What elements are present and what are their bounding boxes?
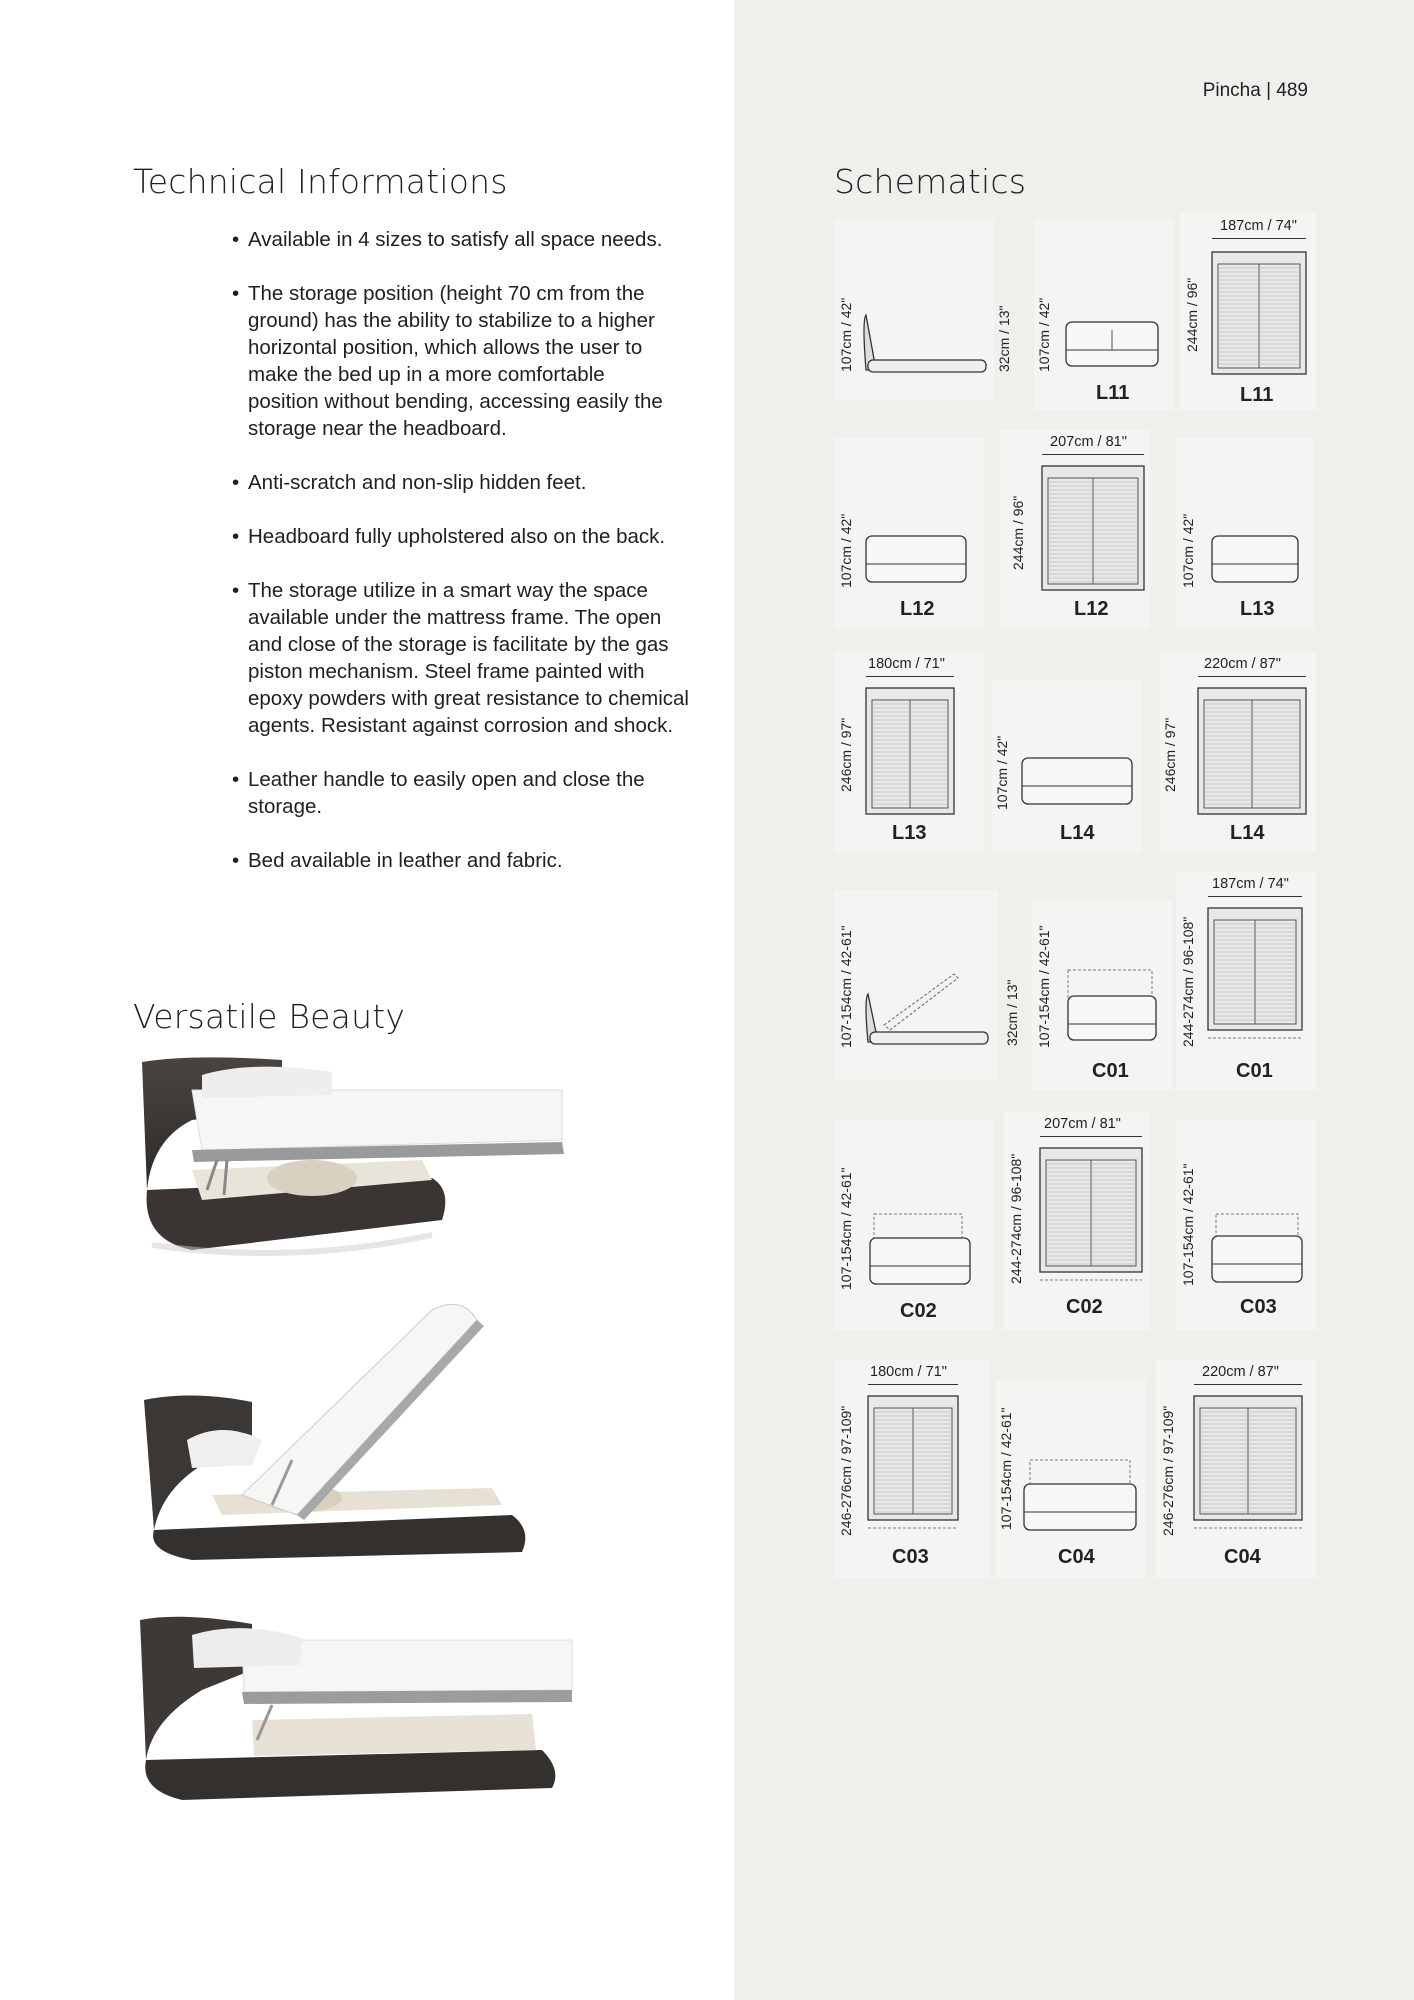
page-number: Pincha | 489 [1202,80,1308,101]
dimension-label: 220cm / 87" [1202,1364,1279,1380]
bullet-item: • Anti-scratch and non-slip hidden feet. [232,469,702,496]
schematics-heading: Schematics [834,162,1027,201]
dimension-label: 32cm / 13" [996,305,1012,372]
versatile-beauty-heading: Versatile Beauty [133,997,406,1036]
schematic-cell-l11-side [834,220,994,400]
schematic-cell-c01-top [1176,872,1316,1090]
schematic-cell-c03-top [834,1360,990,1578]
bed-side-view-drawing-open [834,890,998,1080]
schematic-cell-c03-front [1176,1120,1316,1330]
schematic-cell-l12-front [834,438,984,628]
dimension-label: 207cm / 81" [1050,434,1127,450]
schematic-cell-c02-front [834,1120,994,1330]
dimension-label: 246cm / 97" [838,717,854,792]
dimension-label: 107cm / 42" [1036,297,1052,372]
schematic-cell-c01-side [834,890,998,1080]
model-code: L11 [1096,382,1130,404]
bed-top-view-drawing [1180,212,1316,410]
bed-storage-photo-3 [132,1610,582,1810]
model-code: L14 [1060,822,1095,844]
bed-storage-photo-2 [132,1290,582,1565]
model-code: C04 [1058,1546,1095,1568]
dimension-label: 187cm / 74" [1212,876,1289,892]
dimension-label: 107cm / 42" [838,513,854,588]
model-code: L13 [1240,598,1275,620]
bed-front-view-drawing [834,1120,994,1330]
dimension-label: 107cm / 42" [1180,513,1196,588]
schematic-cell-c01-front [1032,900,1172,1090]
dimension-label: 246cm / 97" [1162,717,1178,792]
dimension-label: 107cm / 42" [994,735,1010,810]
model-code: L14 [1230,822,1265,844]
dimension-label: 32cm / 13" [1004,979,1020,1046]
model-code: C03 [892,1546,929,1568]
model-code: C04 [1224,1546,1261,1568]
model-code: L11 [1240,384,1274,406]
dimension-label: 180cm / 71" [868,656,945,672]
schematic-cell-l14-front [992,680,1142,852]
dimension-label: 107-154cm / 42-61" [998,1407,1014,1530]
dimension-label: 107-154cm / 42-61" [1180,1163,1196,1286]
schematic-cell-l13-front [1176,438,1314,628]
model-code: L12 [900,598,935,620]
schematic-cell-c04-front [996,1380,1146,1578]
technical-bullet-list [232,226,702,901]
dimension-label: 187cm / 74" [1220,218,1297,234]
dimension-label: 107-154cm / 42-61" [838,1167,854,1290]
model-code: C01 [1236,1060,1273,1082]
dimension-label: 180cm / 71" [870,1364,947,1380]
dimension-label: 220cm / 87" [1204,656,1281,672]
schematic-cell-l11-top [1180,212,1316,410]
model-code: C03 [1240,1296,1277,1318]
dimension-label: 246-276cm / 97-109" [1160,1405,1176,1536]
dimension-label: 244cm / 96" [1184,277,1200,352]
bullet-item: • The storage utilize in a smart way the space available under the mattress frame. The open and close of the storage is facilitate by the gas piston mechanism. Steel frame painted with epoxy powders with great resistance to chemical agents. Resistant against corrosion and shock. [232,577,698,739]
dimension-label: 244-274cm / 96-108" [1180,916,1196,1047]
dimension-label: 244cm / 96" [1010,495,1026,570]
dimension-label: 207cm / 81" [1044,1116,1121,1132]
model-code: C02 [1066,1296,1103,1318]
technical-informations-heading: Technical Informations [133,162,508,201]
bullet-item: • Available in 4 sizes to satisfy all space needs. [232,226,702,253]
dimension-label: 107-154cm / 42-61" [1036,925,1052,1048]
schematic-cell-l13-top [834,652,984,852]
bullet-item: • Leather handle to easily open and close the storage. [232,766,668,820]
schematic-cell-l12-top [1000,430,1150,628]
schematic-cell-c02-top [1004,1112,1150,1330]
bullet-item: • Bed available in leather and fabric. [232,847,702,874]
bullet-item: • The storage position (height 70 cm from the ground) has the ability to stabilize to a higher horizontal position, which allows the user to make the bed up in a more comfortable position without bending, accessing easily the storage near the headboard. [232,280,668,442]
dimension-label: 244-274cm / 96-108" [1008,1153,1024,1284]
dimension-label: 107-154cm / 42-61" [838,925,854,1048]
schematic-cell-l11-front [1034,220,1174,410]
bullet-item: • Headboard fully upholstered also on the back. [232,523,702,550]
dimension-label: 246-276cm / 97-109" [838,1405,854,1536]
schematic-cell-l14-top [1160,652,1316,852]
model-code: C01 [1092,1060,1129,1082]
bed-storage-photo-1 [132,1050,582,1280]
bed-side-view-drawing [834,220,994,400]
model-code: L12 [1074,598,1109,620]
bed-top-view-drawing [1176,872,1316,1090]
schematic-cell-c04-top [1156,1360,1316,1578]
model-code: C02 [900,1300,937,1322]
model-code: L13 [892,822,927,844]
dimension-label: 107cm / 42" [838,297,854,372]
